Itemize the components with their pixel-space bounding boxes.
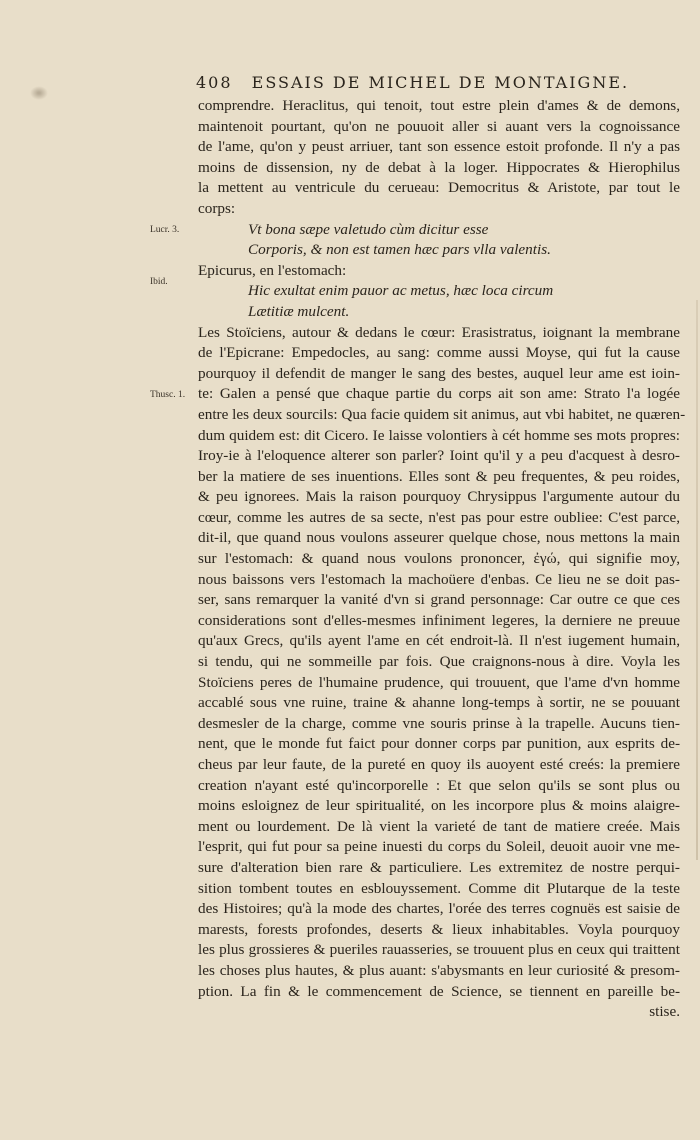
text-line: si tendu, qui ne sommeille par fois. Que craignons-nous à dire. Voyla les [198, 653, 680, 671]
text-line: Stoïciens peres de l'humaine prudence, qui trouuent, que l'ame d'vn homme [198, 673, 680, 691]
catchword: stise. [649, 1003, 680, 1021]
text-line: sition tombent toutes en esblouyssement. Comme dit Plutarque de la teste [198, 879, 680, 897]
text-line: moins esloignez de leur spiritualité, on les incorpore plus & moins alaigre- [198, 797, 680, 815]
text-line: te: Galen a pensé que chaque partie du corps ait son ame: Strato l'a logée [198, 385, 680, 403]
margin-note-ibid: Ibid. [150, 277, 168, 287]
text-line: considerations sont d'elles-mesmes infiniment legeres, la derniere ne preuue [198, 611, 680, 629]
text-line: dum quidem est: dit Cicero. Ie laisse volontiers à cét homme ses mots propres: [198, 426, 680, 444]
text-line: la mettent au ventricule du cerueau: Democritus & Aristote, par tout le [198, 179, 680, 197]
text-line: corps: [198, 199, 236, 217]
text-line: des Histoires; qu'à la mode des chartes, l'orée des terres cognuës est saisie de [198, 900, 680, 918]
verse-line: Corporis, & non est tamen hæc pars vlla valentis. [248, 241, 551, 259]
margin-note-lucr: Lucr. 3. [150, 225, 180, 235]
text-line: cœur, comme les autres de sa secte, n'est pas pour estre oubliee: C'est parce, [198, 508, 680, 526]
text-line: Epicurus, en l'estomach: [198, 261, 347, 279]
running-header [196, 73, 686, 92]
verse-line: Lætitiæ mulcent. [248, 302, 350, 320]
verse-line: Hic exultat enim pauor ac metus, hæc loca circum [248, 282, 554, 300]
text-line: qu'aux Grecs, qu'ils ayent l'ame en cét endroit-là. Il n'est iugement humain, [198, 632, 680, 650]
text-line: ber la matiere de ses inuentions. Elles sont & peu frequentes, & peu roides, [198, 467, 680, 485]
text-line: marests, forests profondes, deserts & lieux inhabitables. Voyla pourquoy [198, 920, 680, 938]
page-stain [30, 86, 48, 100]
running-title: ESSAIS DE MICHEL DE MONTAIGNE. [251, 73, 630, 92]
text-line: pourquoy il defendit de manger le sang des bestes, auquel leur ame est ioin- [198, 364, 680, 382]
text-line: comprendre. Heraclitus, qui tenoit, tout estre plein d'ames & de demons, [198, 97, 680, 114]
text-line: accablé sous vne ruine, traine & ahanne long-temps à sortir, ne se pouuant [198, 694, 680, 712]
text-line: de l'Epicrane: Empedocles, au sang: comme aussi Moyse, qui fut la cause [198, 344, 680, 362]
text-line: sure d'alteration bien rare & particuliere. Les extremitez de nostre perqui- [198, 858, 680, 876]
text-line: ser, sans remarquer la vanité d'vn si grand personnage: Car outre ce que ces [198, 591, 680, 609]
body-text [198, 96, 686, 1023]
text-line: sur l'estomach: & quand nous voulons prononcer, ἐγώ, qui signifie moy, [198, 550, 680, 568]
text-line: entre les deux sourcils: Qua facie quidem sit animus, aut vbi habitet, ne quæren- [198, 405, 686, 423]
text-line: de l'ame, qu'on y peust arriuer, tant son essence estoit profonde. Il n'y a pas [198, 138, 680, 156]
text-line: & peu ignorees. Mais la raison pourquoy Chrysippus l'argumente autour du [198, 488, 680, 506]
text-line: ment ou lourdement. De là vient la varieté de tant de matiere creée. Mais [198, 817, 680, 835]
page-number: 408 [196, 73, 233, 92]
text-line: les choses plus hautes, & plus auant: s'abysmants en leur curiosité & presom- [198, 961, 680, 979]
text-line: dit-il, que quand nous voulons asseurer quelque chose, nous mettons la main [198, 529, 680, 547]
text-line: desmesler de la charge, comme vne souris prinse à la trapelle. Aucuns tien- [198, 714, 680, 732]
text-line: cheus par leur faute, de la pureté en quoy ils auoyent esté creés: la premiere [198, 756, 680, 773]
text-line: moins de dissension, ny de debat à la loger. Hippocrates & Hierophilus [198, 158, 680, 176]
text-line: creation n'ayant esté qu'incorporelle : Et que selon qu'ils se sont plus ou [198, 776, 680, 794]
verse-line: Vt bona sæpe valetudo cùm dicitur esse [248, 220, 489, 238]
text-line: les plus grossieres & pueriles rauasseries, se trouuent plus en ceux qui traittent [198, 941, 680, 959]
page-edge-shadow [696, 300, 698, 860]
text-line: ption. La fin & le commencement de Science, se tiennent en pareille be- [198, 982, 680, 1000]
text-line: l'esprit, qui fut pour sa peine inuesti du corps du Soleil, deuoit auoir vne me- [198, 838, 680, 856]
margin-note-thusc: Thusc. 1. [150, 390, 186, 400]
text-line: Les Stoïciens, autour & dedans le cœur: Erasistratus, ioignant la membrane [198, 323, 680, 341]
text-line: maintenoit pourtant, qu'on ne pouuoit aller si auant vers la cognoissance [198, 117, 680, 135]
text-line: nent, que le monde fut faict pour donner corps par punition, aux esprits de- [198, 735, 680, 753]
text-line: nous baissons vers l'estomach la machoüere d'enbas. Ce lieu ne se doit pas- [198, 570, 680, 588]
text-line: Iroy-ie à l'eloquence alterer son parler? Ioint qu'il y a peu d'acquest à desro- [198, 447, 680, 465]
